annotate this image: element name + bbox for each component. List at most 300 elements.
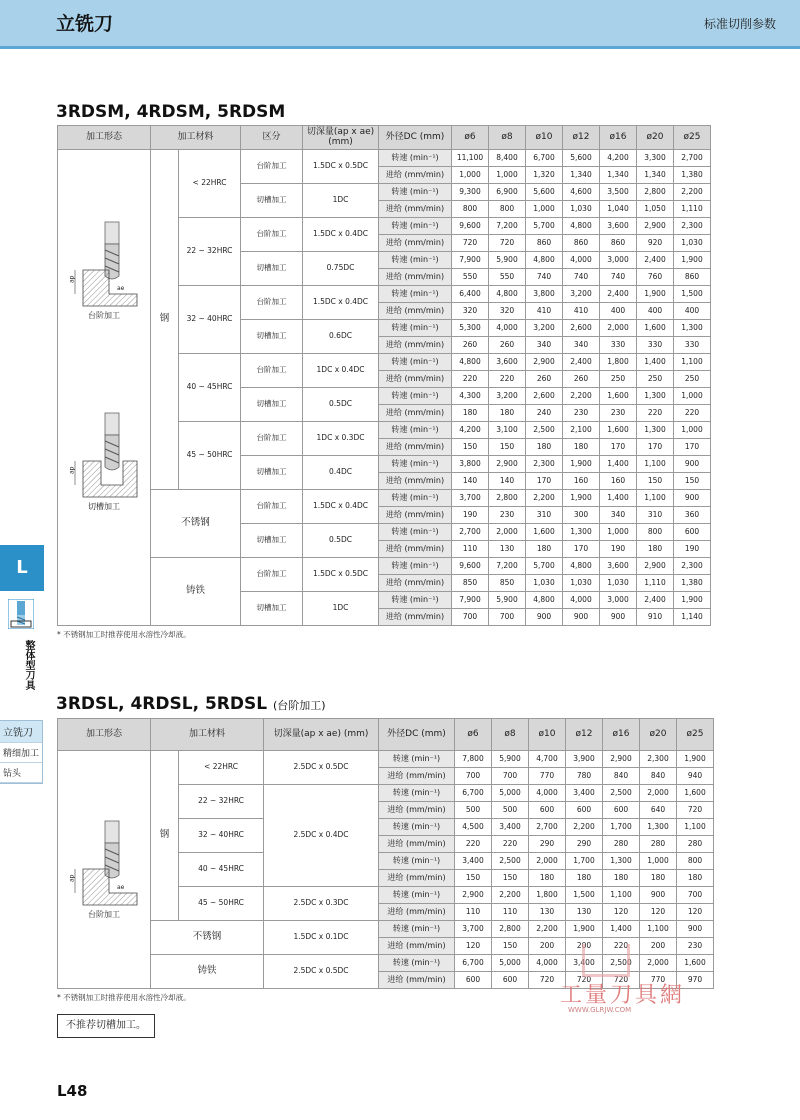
table-cell: 3,400 xyxy=(455,853,492,870)
table-cell: 170 xyxy=(600,439,637,456)
table-cell: 1,000 xyxy=(526,201,563,218)
table-cell: 3,800 xyxy=(452,456,489,473)
table-cell: 200 xyxy=(529,938,566,955)
table-cell: 5,000 xyxy=(492,955,529,972)
speed-label: 转速 (min⁻¹) xyxy=(379,853,455,870)
table-cell: 3,900 xyxy=(566,751,603,768)
table-cell: 340 xyxy=(563,337,600,354)
table-cell: 280 xyxy=(640,836,677,853)
speed-label: 转速 (min⁻¹) xyxy=(379,819,455,836)
table-cell: 1,800 xyxy=(529,887,566,904)
table-cell: 1,900 xyxy=(637,286,674,303)
hardness-range: 40 ~ 45HRC xyxy=(179,853,264,887)
table-cell: 2,300 xyxy=(674,558,711,575)
form-figures-cell xyxy=(58,150,151,626)
table-cell: 2,500 xyxy=(492,853,529,870)
speed-label: 转速 (min⁻¹) xyxy=(379,388,452,405)
table-cell: 220 xyxy=(452,371,489,388)
page-number: L48 xyxy=(57,1082,88,1100)
table-cell: 160 xyxy=(600,473,637,490)
table-cell: 170 xyxy=(526,473,563,490)
table-cell: 2,200 xyxy=(492,887,529,904)
table-cell: 1,030 xyxy=(563,575,600,592)
table-cell: 2,700 xyxy=(452,524,489,541)
slot-machining-caption: 切槽加工 xyxy=(88,501,120,511)
table-cell: 4,200 xyxy=(600,150,637,167)
depth-value: 0.6DC xyxy=(303,320,379,354)
table-cell: 1,100 xyxy=(674,354,711,371)
table-cell: 310 xyxy=(637,507,674,524)
step-machining-diagram xyxy=(65,220,143,310)
feed-label: 进给 (mm/min) xyxy=(379,768,455,785)
table-cell: 290 xyxy=(529,836,566,853)
table-cell: 2,600 xyxy=(563,320,600,337)
table-cell: 180 xyxy=(637,541,674,558)
col-header-dia-5: ø20 xyxy=(640,719,677,751)
table-cell: 150 xyxy=(455,870,492,887)
table-cell: 1,100 xyxy=(677,819,714,836)
table-cell: 1,030 xyxy=(674,235,711,252)
table-cell: 220 xyxy=(603,938,640,955)
header-section-label: 标准切削参数 xyxy=(703,17,776,31)
table-cell: 900 xyxy=(674,490,711,507)
speed-label: 转速 (min⁻¹) xyxy=(379,422,452,439)
slot-machining-diagram xyxy=(65,411,143,501)
depth-value: 1DC x 0.4DC xyxy=(303,354,379,388)
hardness-range: 32 ~ 40HRC xyxy=(179,819,264,853)
table-cell: 2,200 xyxy=(529,921,566,938)
table-cell: 720 xyxy=(566,972,603,989)
feed-label: 进给 (mm/min) xyxy=(379,575,452,592)
table-cell: 220 xyxy=(489,371,526,388)
side-menu-item-endmill[interactable]: 立铣刀 xyxy=(0,721,42,743)
depth-value: 2.5DC x 0.3DC xyxy=(264,887,379,921)
form-figure-cell xyxy=(58,751,151,989)
col-header-dia-2: ø10 xyxy=(529,719,566,751)
section2-note: * 不锈钢加工时推荐使用水溶性冷却液。 xyxy=(57,993,191,1002)
table-cell: 900 xyxy=(640,887,677,904)
table-cell: 900 xyxy=(600,609,637,626)
table-row xyxy=(58,558,711,575)
step-machining-caption: 台阶加工 xyxy=(88,311,120,320)
table-cell: 700 xyxy=(492,768,529,785)
table-cell: 700 xyxy=(455,768,492,785)
watermark-logo-mark xyxy=(582,944,630,977)
speed-label: 转速 (min⁻¹) xyxy=(379,490,452,507)
hardness-range: < 22HRC xyxy=(179,751,264,785)
table-cell: 120 xyxy=(603,904,640,921)
table-cell: 250 xyxy=(600,371,637,388)
table-cell: 1,000 xyxy=(600,524,637,541)
table-cell: 9,600 xyxy=(452,558,489,575)
table-cell: 740 xyxy=(563,269,600,286)
table-cell: 7,200 xyxy=(489,558,526,575)
table-cell: 4,600 xyxy=(563,184,600,201)
depth-value: 1DC xyxy=(303,184,379,218)
table-cell: 110 xyxy=(492,904,529,921)
table-cell: 340 xyxy=(526,337,563,354)
col-header-depth: 切深量(ap x ae)(mm) xyxy=(303,126,379,150)
category-slot: 切槽加工 xyxy=(241,388,303,422)
material-castiron: 铸铁 xyxy=(151,558,241,626)
feed-label: 进给 (mm/min) xyxy=(379,303,452,320)
section2-title-sub: (台阶加工) xyxy=(273,699,326,712)
table-cell: 5,600 xyxy=(526,184,563,201)
feed-label: 进给 (mm/min) xyxy=(379,836,455,853)
table-cell: 720 xyxy=(529,972,566,989)
table-cell: 900 xyxy=(563,609,600,626)
table-cell: 2,500 xyxy=(526,422,563,439)
feed-label: 进给 (mm/min) xyxy=(379,337,452,354)
table-cell: 160 xyxy=(563,473,600,490)
table-cell: 2,600 xyxy=(526,388,563,405)
speed-label: 转速 (min⁻¹) xyxy=(379,785,455,802)
feed-label: 进给 (mm/min) xyxy=(379,802,455,819)
table-cell: 1,900 xyxy=(563,456,600,473)
table-cell: 1,400 xyxy=(600,456,637,473)
table-cell: 130 xyxy=(489,541,526,558)
table-cell: 7,900 xyxy=(452,252,489,269)
depth-value: 2.5DC x 0.5DC xyxy=(264,751,379,785)
table-cell: 280 xyxy=(603,836,640,853)
table-cell: 3,400 xyxy=(566,785,603,802)
table-cell: 2,100 xyxy=(563,422,600,439)
table-cell: 800 xyxy=(452,201,489,218)
table-cell: 220 xyxy=(637,405,674,422)
table-cell: 1,900 xyxy=(566,921,603,938)
table-cell: 1,000 xyxy=(489,167,526,184)
table-cell: 1,300 xyxy=(637,388,674,405)
section1-note: * 不锈钢加工时推荐使用水溶性冷却液。 xyxy=(57,630,191,639)
speed-label: 转速 (min⁻¹) xyxy=(379,524,452,541)
table-cell: 3,600 xyxy=(600,558,637,575)
table-cell: 4,800 xyxy=(563,558,600,575)
table-cell: 8,400 xyxy=(489,150,526,167)
table-cell: 600 xyxy=(566,802,603,819)
table-cell: 320 xyxy=(452,303,489,320)
depth-value: 1.5DC x 0.4DC xyxy=(303,286,379,320)
category-slot: 切槽加工 xyxy=(241,252,303,286)
col-header-dia-6: ø25 xyxy=(677,719,714,751)
table-cell: 1,000 xyxy=(452,167,489,184)
table-cell: 1,000 xyxy=(640,853,677,870)
col-header-material: 加工材料 xyxy=(151,719,264,751)
table-cell: 1,000 xyxy=(674,388,711,405)
table-cell: 4,300 xyxy=(452,388,489,405)
feed-label: 进给 (mm/min) xyxy=(379,473,452,490)
table-cell: 4,000 xyxy=(529,955,566,972)
table-cell: 150 xyxy=(452,439,489,456)
table-cell: 110 xyxy=(455,904,492,921)
table-cell: 5,300 xyxy=(452,320,489,337)
table-cell: 1,100 xyxy=(640,921,677,938)
table-cell: 3,600 xyxy=(489,354,526,371)
table-cell: 120 xyxy=(677,904,714,921)
table-cell: 850 xyxy=(489,575,526,592)
col-header-dia-0: ø6 xyxy=(455,719,492,751)
table-cell: 2,000 xyxy=(640,785,677,802)
table-cell: 2,000 xyxy=(640,955,677,972)
table-cell: 3,100 xyxy=(489,422,526,439)
category-slot: 切槽加工 xyxy=(241,524,303,558)
table-cell: 230 xyxy=(600,405,637,422)
table-cell: 800 xyxy=(489,201,526,218)
table-cell: 3,000 xyxy=(600,592,637,609)
step-machining-diagram xyxy=(65,819,143,909)
section1-title: 3RDSM, 4RDSM, 5RDSM xyxy=(56,102,286,122)
table-cell: 1,900 xyxy=(674,592,711,609)
table-cell: 300 xyxy=(563,507,600,524)
table-cell: 9,300 xyxy=(452,184,489,201)
speed-label: 转速 (min⁻¹) xyxy=(379,184,452,201)
table-cell: 860 xyxy=(526,235,563,252)
table-cell: 310 xyxy=(526,507,563,524)
table-cell: 190 xyxy=(674,541,711,558)
table-cell: 600 xyxy=(455,972,492,989)
table-cell: 120 xyxy=(640,904,677,921)
table-cell: 3,000 xyxy=(600,252,637,269)
table-cell: 2,900 xyxy=(603,751,640,768)
depth-value: 0.75DC xyxy=(303,252,379,286)
table-cell: 1,600 xyxy=(600,422,637,439)
table-cell: 550 xyxy=(489,269,526,286)
table-cell: 1,030 xyxy=(526,575,563,592)
table-cell: 2,400 xyxy=(600,286,637,303)
table-cell: 2,200 xyxy=(526,490,563,507)
table-cell: 2,900 xyxy=(637,218,674,235)
depth-value: 2.5DC x 0.5DC xyxy=(264,955,379,989)
table-cell: 4,000 xyxy=(529,785,566,802)
table-cell: 3,500 xyxy=(600,184,637,201)
feed-label: 进给 (mm/min) xyxy=(379,405,452,422)
material-stainless: 不锈钢 xyxy=(151,921,264,955)
table-cell: 4,800 xyxy=(526,252,563,269)
table-cell: 1,110 xyxy=(674,201,711,218)
depth-value: 1.5DC x 0.5DC xyxy=(303,558,379,592)
side-menu-item-drill[interactable]: 钻头 xyxy=(0,763,42,783)
table-cell: 1,300 xyxy=(637,422,674,439)
col-header-dia-1: ø8 xyxy=(489,126,526,150)
table-cell: 1,600 xyxy=(526,524,563,541)
table-cell: 4,500 xyxy=(455,819,492,836)
side-menu-item-finishing[interactable]: 精细加工 xyxy=(0,743,42,763)
table-cell: 220 xyxy=(455,836,492,853)
section2-title xyxy=(56,694,326,714)
table-cell: 120 xyxy=(455,938,492,955)
speed-label: 转速 (min⁻¹) xyxy=(379,955,455,972)
table-cell: 130 xyxy=(566,904,603,921)
table-cell: 190 xyxy=(452,507,489,524)
material-steel: 钢 xyxy=(151,150,179,490)
feed-label: 进给 (mm/min) xyxy=(379,870,455,887)
table-cell: 2,900 xyxy=(526,354,563,371)
table-cell: 1,700 xyxy=(603,819,640,836)
section1-table xyxy=(57,125,711,626)
feed-label: 进给 (mm/min) xyxy=(379,439,452,456)
category-step: 台阶加工 xyxy=(241,286,303,320)
table-cell: 1,600 xyxy=(677,785,714,802)
table-cell: 800 xyxy=(637,524,674,541)
speed-label: 转速 (min⁻¹) xyxy=(379,887,455,904)
table-cell: 230 xyxy=(489,507,526,524)
table-cell: 7,900 xyxy=(452,592,489,609)
table-cell: 220 xyxy=(492,836,529,853)
table-cell: 500 xyxy=(455,802,492,819)
table-cell: 900 xyxy=(674,456,711,473)
table-cell: 4,700 xyxy=(529,751,566,768)
table-cell: 1,600 xyxy=(637,320,674,337)
depth-value: 1.5DC x 0.4DC xyxy=(303,218,379,252)
depth-value: 1.5DC x 0.4DC xyxy=(303,490,379,524)
table-cell: 1,110 xyxy=(637,575,674,592)
table-cell: 150 xyxy=(637,473,674,490)
table-cell: 1,000 xyxy=(674,422,711,439)
table-cell: 1,340 xyxy=(637,167,674,184)
table-cell: 180 xyxy=(526,439,563,456)
feed-label: 进给 (mm/min) xyxy=(379,269,452,286)
table-cell: 2,900 xyxy=(637,558,674,575)
speed-label: 转速 (min⁻¹) xyxy=(379,456,452,473)
col-header-dia-2: ø10 xyxy=(526,126,563,150)
table-cell: 550 xyxy=(452,269,489,286)
table-cell: 260 xyxy=(563,371,600,388)
hardness-range: 32 ~ 40HRC xyxy=(179,286,241,354)
col-header-dia-6: ø25 xyxy=(674,126,711,150)
table-cell: 180 xyxy=(526,541,563,558)
table-cell: 1,340 xyxy=(600,167,637,184)
table-cell: 150 xyxy=(674,473,711,490)
feed-label: 进给 (mm/min) xyxy=(379,507,452,524)
depth-value: 1.5DC x 0.5DC xyxy=(303,150,379,184)
watermark-url: WWW.GLRJW.COM xyxy=(568,1006,632,1014)
category-step: 台阶加工 xyxy=(241,558,303,592)
table-cell: 170 xyxy=(637,439,674,456)
table-cell: 1,600 xyxy=(677,955,714,972)
table-cell: 910 xyxy=(637,609,674,626)
table-cell: 2,200 xyxy=(674,184,711,201)
table-cell: 1,100 xyxy=(637,456,674,473)
table-cell: 860 xyxy=(674,269,711,286)
table-cell: 1,380 xyxy=(674,167,711,184)
table-cell: 720 xyxy=(603,972,640,989)
feed-label: 进给 (mm/min) xyxy=(379,235,452,252)
table-cell: 2,000 xyxy=(529,853,566,870)
table-cell: 2,700 xyxy=(529,819,566,836)
table-cell: 3,700 xyxy=(455,921,492,938)
table-cell: 2,800 xyxy=(492,921,529,938)
table-cell: 1,140 xyxy=(674,609,711,626)
table-cell: 330 xyxy=(600,337,637,354)
table-cell: 11,100 xyxy=(452,150,489,167)
speed-label: 转速 (min⁻¹) xyxy=(379,252,452,269)
table-cell: 190 xyxy=(600,541,637,558)
table-cell: 3,400 xyxy=(566,955,603,972)
table-cell: 700 xyxy=(452,609,489,626)
table-cell: 2,300 xyxy=(640,751,677,768)
feed-label: 进给 (mm/min) xyxy=(379,938,455,955)
table-cell: 1,400 xyxy=(603,921,640,938)
table-cell: 1,800 xyxy=(600,354,637,371)
table-cell: 4,000 xyxy=(563,592,600,609)
material-castiron: 铸铁 xyxy=(151,955,264,989)
table-cell: 1,300 xyxy=(563,524,600,541)
category-step: 台阶加工 xyxy=(241,150,303,184)
feed-label: 进给 (mm/min) xyxy=(379,541,452,558)
material-steel: 钢 xyxy=(151,751,179,921)
table-cell: 4,000 xyxy=(489,320,526,337)
table-cell: 3,400 xyxy=(492,819,529,836)
table-cell: 2,000 xyxy=(600,320,637,337)
table-cell: 600 xyxy=(674,524,711,541)
table-cell: 1,380 xyxy=(674,575,711,592)
endmill-icon xyxy=(8,599,34,629)
table-cell: 410 xyxy=(563,303,600,320)
table-cell: 1,400 xyxy=(637,354,674,371)
table-cell: 110 xyxy=(452,541,489,558)
table-cell: 2,300 xyxy=(674,218,711,235)
ap-dimension-label: ap xyxy=(68,466,76,474)
table-row xyxy=(58,490,711,507)
table-cell: 970 xyxy=(677,972,714,989)
table-cell: 3,700 xyxy=(452,490,489,507)
depth-value: 2.5DC x 0.4DC xyxy=(264,785,379,887)
table-cell: 9,600 xyxy=(452,218,489,235)
page-header xyxy=(0,0,800,46)
table-cell: 5,700 xyxy=(526,218,563,235)
table-cell: 180 xyxy=(452,405,489,422)
table-cell: 2,400 xyxy=(563,354,600,371)
table-cell: 2,900 xyxy=(489,456,526,473)
table-cell: 760 xyxy=(637,269,674,286)
table-row xyxy=(58,150,711,167)
table-cell: 250 xyxy=(637,371,674,388)
table-cell: 2,300 xyxy=(526,456,563,473)
hardness-range: 22 ~ 32HRC xyxy=(179,218,241,286)
col-header-dia-5: ø20 xyxy=(637,126,674,150)
table-cell: 700 xyxy=(489,609,526,626)
ap-dimension-label: ap xyxy=(68,874,76,883)
table-cell: 640 xyxy=(640,802,677,819)
col-header-dia-0: ø6 xyxy=(452,126,489,150)
table-cell: 320 xyxy=(489,303,526,320)
speed-label: 转速 (min⁻¹) xyxy=(379,286,452,303)
feed-label: 进给 (mm/min) xyxy=(379,972,455,989)
table-cell: 180 xyxy=(489,405,526,422)
ap-dimension-label: ap xyxy=(68,275,76,284)
category-slot: 切槽加工 xyxy=(241,592,303,626)
table-cell: 740 xyxy=(600,269,637,286)
table-cell: 850 xyxy=(452,575,489,592)
depth-value: 1DC x 0.3DC xyxy=(303,422,379,456)
table-cell: 3,200 xyxy=(489,388,526,405)
table-cell: 150 xyxy=(492,938,529,955)
table-cell: 170 xyxy=(674,439,711,456)
table-cell: 410 xyxy=(526,303,563,320)
table-cell: 180 xyxy=(640,870,677,887)
table-cell: 130 xyxy=(529,904,566,921)
ae-dimension-label: ae xyxy=(117,884,125,892)
table-cell: 3,300 xyxy=(637,150,674,167)
table-cell: 6,700 xyxy=(526,150,563,167)
table-cell: 2,400 xyxy=(637,592,674,609)
table-cell: 840 xyxy=(603,768,640,785)
chapter-tab[interactable]: L xyxy=(0,545,44,591)
table-cell: 170 xyxy=(563,541,600,558)
header-divider xyxy=(0,46,800,49)
table-cell: 6,900 xyxy=(489,184,526,201)
hardness-range: 22 ~ 32HRC xyxy=(179,785,264,819)
table-cell: 1,300 xyxy=(603,853,640,870)
